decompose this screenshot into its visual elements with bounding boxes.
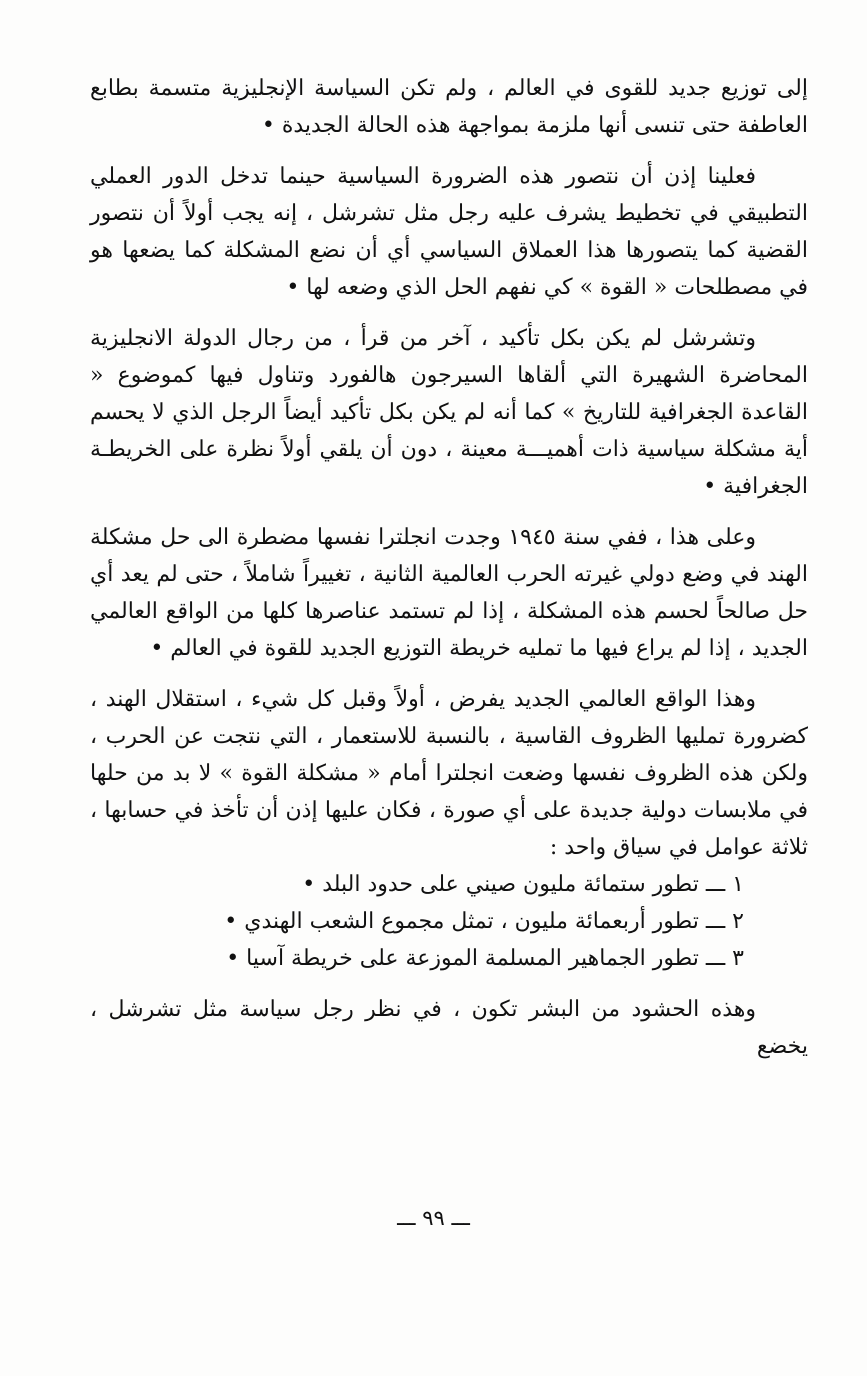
paragraph-4: وعلى هذا ، ففي سنة ١٩٤٥ وجدت انجلترا نفسها مضطرة الى حل مشكلة الهند في وضع دولي غيرته الحرب العالمية الثانية ، تغييراً شاملاً ، حتى لم يعد أي حل صالحاً لحسم هذه المشكلة ، إذا لم تستمد عناصرها كلها من الواقع العالمي الجديد ، إذا لم يراع فيها ما تمليه خريطة التوزيع الجديد للقوة في العالم •: [90, 525, 808, 661]
closing-paragraph: وهذه الحشود من البشر تكون ، في نظر رجل سياسة مثل تشرشل ، يخضع: [90, 997, 808, 1059]
paragraph-2: فعلينا إذن أن نتصور هذه الضرورة السياسية حينما تدخل الدور العملي التطبيقي في تخطيط يشرف عليه رجل مثل تشرشل ، إنه يجب أولاً أن نتصور القضية كما يتصورها هذا العملاق السياسي أي أن نضع المشكلة كما يضعها هو في مصطلحات « القوة » كي نفهم الحل الذي وضعه لها •: [90, 164, 808, 300]
list-item-3: ٣ ـــ تطور الجماهير المسلمة الموزعة على خريطة آسيا •: [226, 946, 744, 971]
page-number: ـــ ٩٩ ـــ: [397, 1206, 470, 1230]
page-body-text: [90, 70, 808, 1065]
paragraph-3: وتشرشل لم يكن بكل تأكيد ، آخر من قرأ ، من رجال الدولة الانجليزية المحاضرة الشهيرة التي ألقاها السيرجون هالفورد وتناول فيها كموضوع « القاعدة الجغرافية للتاريخ » كما أنه لم يكن بكل تأكيد أيضاً الرجل الذي لا يحسم أية مشكلة سياسية ذات أهميـــة معينة ، دون أن يلقي أولاً نظرة على الخريطـة الجغرافية •: [90, 326, 808, 499]
paragraph-1: إلى توزيع جديد للقوى في العالم ، ولم تكن السياسة الإنجليزية متسمة بطابع العاطفة حتى تنسى أنها ملزمة بمواجهة هذه الحالة الجديدة •: [90, 76, 808, 138]
paragraph-5: وهذا الواقع العالمي الجديد يفرض ، أولاً وقبل كل شيء ، استقلال الهند ، كضرورة تمليها الظروف القاسية ، بالنسبة للاستعمار ، التي نتجت عن الحرب ، ولكن هذه الظروف نفسها وضعت انجلترا أمام « مشكلة القوة » لا بد من حلها في ملابسات دولية جديدة على أي صورة ، فكان عليها إذن أن تأخذ في حسابها ، ثلاثة عوامل في سياق واحد :: [90, 687, 808, 860]
list-item-2: ٢ ـــ تطور أربعمائة مليون ، تمثل مجموع الشعب الهندي •: [224, 909, 744, 934]
list-item-1: ١ ـــ تطور ستمائة مليون صيني على حدود البلد •: [302, 872, 744, 897]
